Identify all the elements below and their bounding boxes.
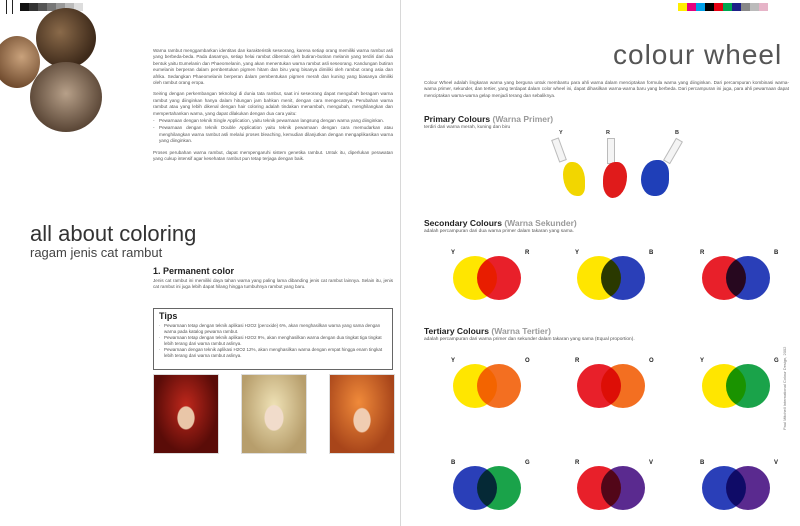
color-circle [726, 256, 770, 300]
tertiary-mix [573, 460, 663, 518]
tube-icon [663, 138, 683, 165]
crop-mark [6, 0, 7, 14]
permanent-color-heading: 1. Permanent color [153, 266, 235, 276]
mix-label-b: V [649, 460, 654, 466]
tertiary-heading [424, 326, 551, 336]
color-circle [477, 256, 521, 300]
color-swatch [723, 3, 732, 11]
technique-list [153, 118, 393, 145]
color-circle [601, 466, 645, 510]
mix-label-b: B [774, 250, 779, 256]
mix-label-a: Y [451, 358, 456, 364]
intro-text [153, 48, 393, 168]
model-photo-red-hair [153, 374, 219, 454]
color-swatch [714, 3, 723, 11]
tips-list [159, 323, 387, 359]
tertiary-mix [449, 460, 539, 518]
tertiary-mix [573, 358, 663, 416]
color-swatch [705, 3, 714, 11]
color-swatch [687, 3, 696, 11]
mix-label-b: B [649, 250, 654, 256]
secondary-mix [573, 250, 663, 308]
mix-label-b: R [525, 250, 530, 256]
tertiary-heading-text: Tertiary Colours [424, 326, 490, 336]
secondary-heading [424, 218, 577, 228]
tube-icon [607, 138, 615, 164]
tube-icon [551, 137, 567, 162]
secondary-heading-alt: (Warna Sekunder) [504, 218, 577, 228]
mix-label-a: Y [575, 250, 580, 256]
intro-paragraph: Warna rambut menggambarkan identitas dan karakteristik seseorang, karena setiap orang memiliki warna rambut asli yang berbeda-beda. Pada dasarnya, setiap helai rambut dibentuk oleh butiran-butiran melanin yang terdiri dari dua bentuk yaitu Eumelanin dan Phaeomelanin, yang akan menentukan warna rambut asli seseorang. Kandungan butiran eumelanin berperan dalam pembentukan pigmen hitam dan biru yang bisanya dimiliki oleh rambut orang asia dan afrika. Sedangkan Phaeomelanin berperan dalam pembentukan pigmen merah dan kuning yang biasanya dimiliki oleh rambut orang eropa. [153, 48, 393, 86]
color-swatch [678, 3, 687, 11]
tips-title: Tips [159, 311, 178, 321]
tips-box [153, 308, 393, 370]
color-swatch [29, 3, 38, 11]
color-circle [601, 364, 645, 408]
mix-label-a: Y [700, 358, 705, 364]
mix-label-a: R [700, 250, 705, 256]
mix-label-a: Y [451, 250, 456, 256]
model-photo-blonde-hair [241, 374, 307, 454]
color-circle [726, 466, 770, 510]
color-swatch [732, 3, 741, 11]
primary-heading-text: Primary Colours [424, 114, 491, 124]
secondary-heading-text: Secondary Colours [424, 218, 502, 228]
page-subtitle: ragam jenis cat rambut [30, 245, 163, 260]
permanent-color-text: Jenis cat rambut ini memiliki daya tahan warna yang paling lama dibanding jenis cat rambut lainnya. Selain itu, jenis cat rambut ini juga lebih dapat hilang hingga tumbuhnya rambut yang baru. [153, 278, 393, 290]
mix-label-b: V [774, 460, 779, 466]
tube-label: Y [559, 130, 563, 136]
hair-sample-circle [36, 8, 96, 68]
color-circle [477, 364, 521, 408]
primary-heading [424, 114, 553, 124]
color-circle [477, 466, 521, 510]
secondary-desc: adalah percampuran dari dua warna primer dalam takaran yang sama. [424, 229, 574, 234]
tube-yellow [541, 130, 589, 202]
color-swatch [83, 3, 92, 11]
mix-label-a: R [575, 460, 580, 466]
mix-label-a: B [451, 460, 456, 466]
colour-wheel-intro: Colour Wheel adalah lingkaran warna yang berguna untuk membantu para ahli warna dalam menciptakan formula warna yang diinginkan. Dari percampuran kombinasi warna-warna primer, sekunder, dan tertier, yang terdapat dalam color wheel ini, dapat dihasilkan warna-warna baru yang berbeda. Dari percampuran ini juga, para ahli pewarnaan dapat menciptakan warna-warna gelap menjadi terang dan sebaliknya. [424, 80, 789, 98]
secondary-mix [698, 250, 788, 308]
tube-label: R [606, 130, 610, 136]
paint-splash [563, 162, 585, 196]
mix-label-b: G [774, 358, 779, 364]
paint-splash [603, 162, 627, 198]
paint-splash [641, 160, 669, 196]
color-swatch [696, 3, 705, 11]
color-swatch [741, 3, 750, 11]
mix-label-b: O [649, 358, 654, 364]
color-swatch [759, 3, 768, 11]
tertiary-mix [698, 358, 788, 416]
crop-mark [12, 0, 13, 14]
tube-blue [639, 130, 687, 202]
mix-label-a: R [575, 358, 580, 364]
color-bar-right [678, 3, 768, 11]
primary-desc: terdiri dari warna merah, kuning dan biru [424, 125, 511, 130]
tertiary-mix [698, 460, 788, 518]
secondary-mix [449, 250, 539, 308]
primary-heading-alt: (Warna Primer) [492, 114, 554, 124]
color-circle [726, 364, 770, 408]
color-circle [601, 256, 645, 300]
tertiary-heading-alt: (Warna Tertier) [491, 326, 551, 336]
right-page [401, 0, 800, 526]
intro-paragraph: Seiring dengan perkembangan teknologi di dunia tata rambut, saat ini seseorang dapat mengubah beragam warna rambut yang diinginkan hanya dalam hitungan jam bahkan menit, dengan cara mengecatnya. Perubahan warna rambut atau yang lebih dikenal dengan hair coloring adalah tindakan menambah, mengubah, menghilangkan dan mempertahankan warna, yang dapat dilakukan dengan dua cara yaitu: [153, 91, 393, 116]
tip-item: · Pewarnaan dengan teknik aplikasi H2O2 12%, akan menghasilkan warna dengan empat hingga enam tingkat lebih terang dari warna rambut aslinya. [159, 347, 387, 359]
tube-label: B [675, 130, 679, 136]
tertiary-desc: adalah percampuran dari warna primer dan sekunder dalam takaran yang sama (Equal proportion). [424, 337, 635, 342]
mix-label-a: B [700, 460, 705, 466]
closing-paragraph: Proses perubahan warna rambut, dapat mempengaruhi sistem genetika rambut. Untuk itu, diperlukan perawatan yang cukup intensif agar kesehatan rambut pun tetap terjaga dengan baik. [153, 149, 393, 162]
colour-wheel-title: colour wheel [613, 39, 783, 70]
tip-item: · Pewarnaan tetap dengan teknik aplikasi H2O2 (peroxide) 6%, akan menghasilkan warna yang sama dengan warna pada katalog pewarna rambut. [159, 323, 387, 335]
technique-item: - Pewarnaan dengan teknik Single Application, yaitu teknik pewarnaan langsung dengan warna yang diinginkan. [153, 118, 393, 124]
tertiary-mix [449, 358, 539, 416]
hair-sample-circle [30, 62, 102, 132]
mix-label-b: O [525, 358, 530, 364]
mix-label-b: G [525, 460, 530, 466]
color-swatch [20, 3, 29, 11]
color-swatch [38, 3, 47, 11]
side-credit: Paul Mitchell International Colour Design, 2002 [782, 346, 787, 430]
model-photo-copper-hair [329, 374, 395, 454]
color-swatch [750, 3, 759, 11]
page-title: all about coloring [30, 221, 197, 246]
technique-item: - Pewarnaan dengan teknik Double Application yaitu teknik pewarnaan dengan cara memudarkan atau menghilangkan warna rambut asli melalui proses bleaching, kemudian dilanjutkan dengan mengaplikasikan warna yang diinginkan. [153, 125, 393, 144]
tip-item: · Pewarnaan tetap dengan teknik aplikasi H2O2 9%, akan menghasilkan warna dengan dua tingkat tiga tingkat lebih terang dari warna rambut aslinya. [159, 335, 387, 347]
